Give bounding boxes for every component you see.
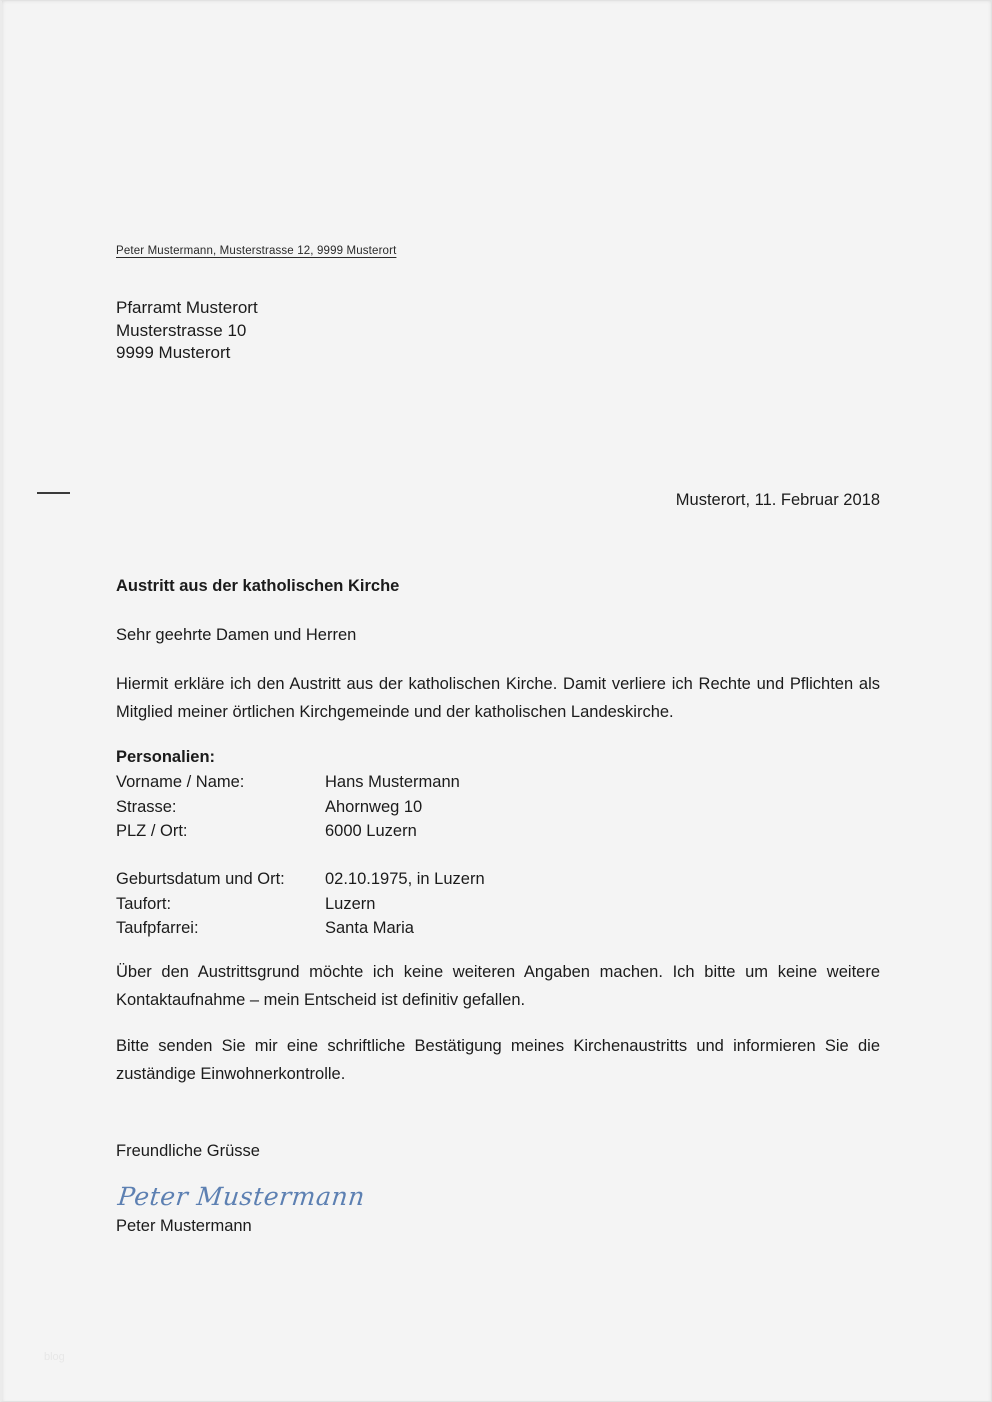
sender-return-address: Peter Mustermann, Musterstrasse 12, 9999 Musterort: [116, 245, 397, 257]
data-value: 6000 Luzern: [325, 822, 417, 840]
watermark: blog: [44, 1351, 65, 1363]
recipient-line-1: Pfarramt Musterort: [116, 298, 258, 317]
paragraph-reason: Über den Austrittsgrund möchte ich keine weiteren Angaben machen. Ich bitte um keine weitere Kontaktaufnahme – mein Entscheid ist definitiv gefallen.: [116, 963, 880, 1009]
subject-heading: Austritt aus der katholischen Kirche: [116, 577, 400, 595]
signature-printed-name: Peter Mustermann: [116, 1217, 252, 1235]
paragraph-request: Bitte senden Sie mir eine schriftliche Bestätigung meines Kirchenaustritts und informieren Sie die zuständige Einwohnerkontrolle.: [116, 1037, 880, 1083]
data-value: Hans Mustermann: [325, 773, 460, 791]
salutation: Sehr geehrte Damen und Herren: [116, 626, 357, 644]
baptism-data-table: [116, 867, 485, 941]
table-row: [116, 892, 485, 917]
table-row: [116, 795, 460, 820]
table-row: [116, 867, 485, 892]
data-value: Luzern: [325, 894, 376, 913]
data-label: PLZ / Ort:: [116, 822, 188, 840]
paragraph-declaration: Hiermit erkläre ich den Austritt aus der katholischen Kirche. Damit verliere ich Rechte und Pflichten als Mitglied meiner örtlichen Kirchgemeinde und der katholischen Landeskirche.: [116, 675, 880, 721]
personalien-heading: Personalien:: [116, 748, 216, 766]
table-row: [116, 819, 460, 844]
table-row: [116, 916, 485, 941]
recipient-line-2: Musterstrasse 10: [116, 320, 247, 340]
data-label: Vorname / Name:: [116, 773, 245, 791]
data-label: Strasse:: [116, 797, 177, 816]
data-value: Santa Maria: [325, 919, 414, 937]
personal-data-table: [116, 770, 460, 844]
closing-salutation: Freundliche Grüsse: [116, 1142, 260, 1160]
data-label: Taufort:: [116, 894, 172, 913]
data-value: Ahornweg 10: [325, 797, 423, 816]
recipient-line-3: 9999 Musterort: [116, 343, 231, 362]
data-value: 02.10.1975, in Luzern: [325, 870, 485, 888]
table-row: [116, 770, 460, 795]
recipient-address-block: [116, 297, 258, 365]
data-label: Geburtsdatum und Ort:: [116, 870, 285, 888]
place-and-date: Musterort, 11. Februar 2018: [675, 491, 880, 509]
fold-mark: [37, 492, 70, 494]
handwritten-signature: Peter Mustermann: [116, 1182, 367, 1211]
data-label: Taufpfarrei:: [116, 919, 199, 937]
